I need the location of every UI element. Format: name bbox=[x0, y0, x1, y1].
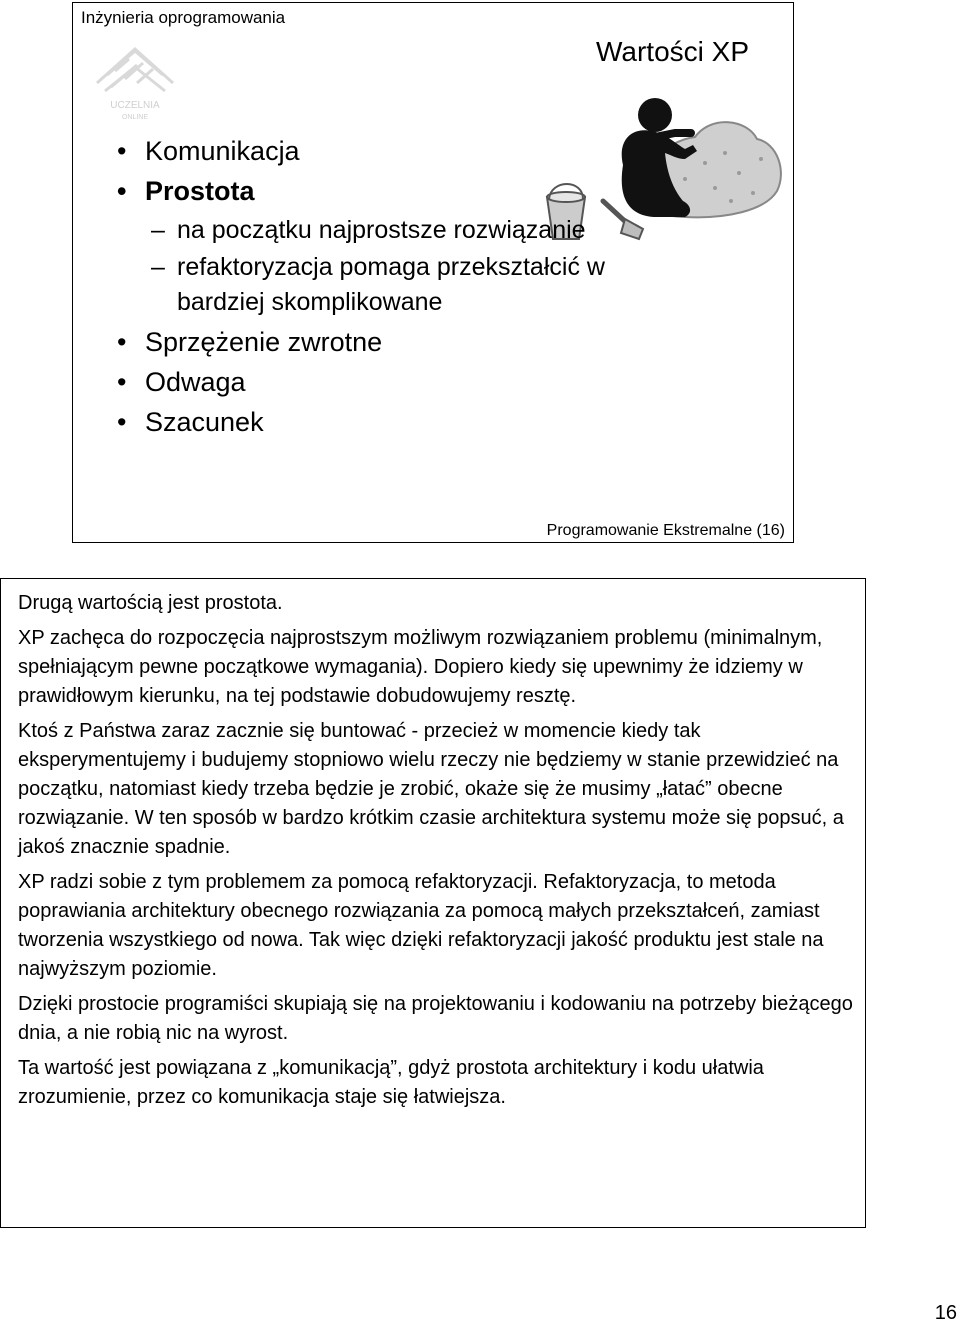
bullet-text: Prostota bbox=[145, 176, 255, 206]
bullet-dot-icon: • bbox=[117, 327, 127, 357]
slide-footer: Programowanie Ekstremalne (16) bbox=[546, 522, 785, 539]
bullet-list bbox=[115, 131, 675, 442]
logo-text-lower: ONLINE bbox=[121, 114, 149, 121]
bullet-text: Sprzężenie zwrotne bbox=[145, 327, 383, 357]
notes-paragraph: XP zachęca do rozpoczęcia najprostszym możliwym rozwiązaniem problemu (minimalnym, spełniającym pewne początkowe wymagania). Dopiero kiedy się upewnimy że idziemy w prawidłowym kierunku, na tej podstawie dobudowujemy resztę. bbox=[18, 627, 823, 707]
bullet-dot-icon: • bbox=[117, 407, 127, 437]
slide-frame bbox=[72, 2, 794, 543]
bullet-text: Komunikacja bbox=[145, 136, 300, 166]
bullet-text: Odwaga bbox=[145, 367, 246, 397]
bullet-dot-icon: • bbox=[117, 367, 127, 397]
dash-icon: – bbox=[151, 253, 165, 281]
sub-bullet-item bbox=[115, 213, 675, 248]
university-logo-icon bbox=[85, 31, 185, 127]
bullet-item bbox=[115, 171, 675, 211]
bullet-text: Szacunek bbox=[145, 407, 264, 437]
slide-title: Wartości XP bbox=[596, 36, 749, 67]
notes-paragraph: Ktoś z Państwa zaraz zacznie się buntować - przecież w momencie kiedy tak eksperymentujemy i budujemy stopniowo wielu rzeczy nie będziemy w stanie przewidzieć na początku, natomiast kiedy trzeba będzie je zrobić, okaże się że musimy „łatać” obecne rozwiązanie. W ten sposób w bardzo krótkim czasie architektura systemu może się popsuć, a jakoś znacznie spadnie. bbox=[18, 720, 844, 858]
sub-bullet-text: na początku najprostsze rozwiązanie bbox=[177, 216, 586, 244]
logo-text-upper: UCZELNIA bbox=[110, 100, 160, 111]
bullet-dot-icon: • bbox=[117, 176, 127, 206]
notes-text bbox=[18, 589, 858, 1118]
bullet-item bbox=[115, 131, 675, 171]
notes-paragraph: Ta wartość jest powiązana z „komunikacją”, gdyż prostota architektury i kodu ułatwia zrozumienie, przez co komunikacja staje się łatwiejsza. bbox=[18, 1057, 764, 1108]
sub-bullet-text: refaktoryzacja pomaga przekształcić w bardziej skomplikowane bbox=[177, 253, 605, 316]
sub-bullet-item bbox=[115, 250, 675, 320]
bullet-item bbox=[115, 322, 675, 362]
notes-paragraph: Drugą wartością jest prostota. bbox=[18, 592, 283, 614]
dash-icon: – bbox=[151, 216, 165, 244]
page-number: 16 bbox=[934, 1302, 957, 1324]
notes-paragraph: XP radzi sobie z tym problemem za pomocą refaktoryzacji. Refaktoryzacja, to metoda poprawiania architektury obecnego rozwiązania za pomocą małych przekształceń, zamiast tworzenia wszystkiego od nowa. Tak więc dzięki refaktoryzacji jakość produktu jest stale na najwyższym poziomie. bbox=[18, 871, 824, 980]
bullet-item bbox=[115, 402, 675, 442]
notes-paragraph: Dzięki prostocie programiści skupiają się na projektowaniu i kodowaniu na potrzeby bieżącego dnia, a nie robią nic na wyrost. bbox=[18, 993, 853, 1044]
notes-box bbox=[0, 578, 866, 1228]
course-title: Inżynieria oprogramowania bbox=[81, 8, 286, 27]
bullet-dot-icon: • bbox=[117, 136, 127, 166]
bullet-item bbox=[115, 362, 675, 402]
